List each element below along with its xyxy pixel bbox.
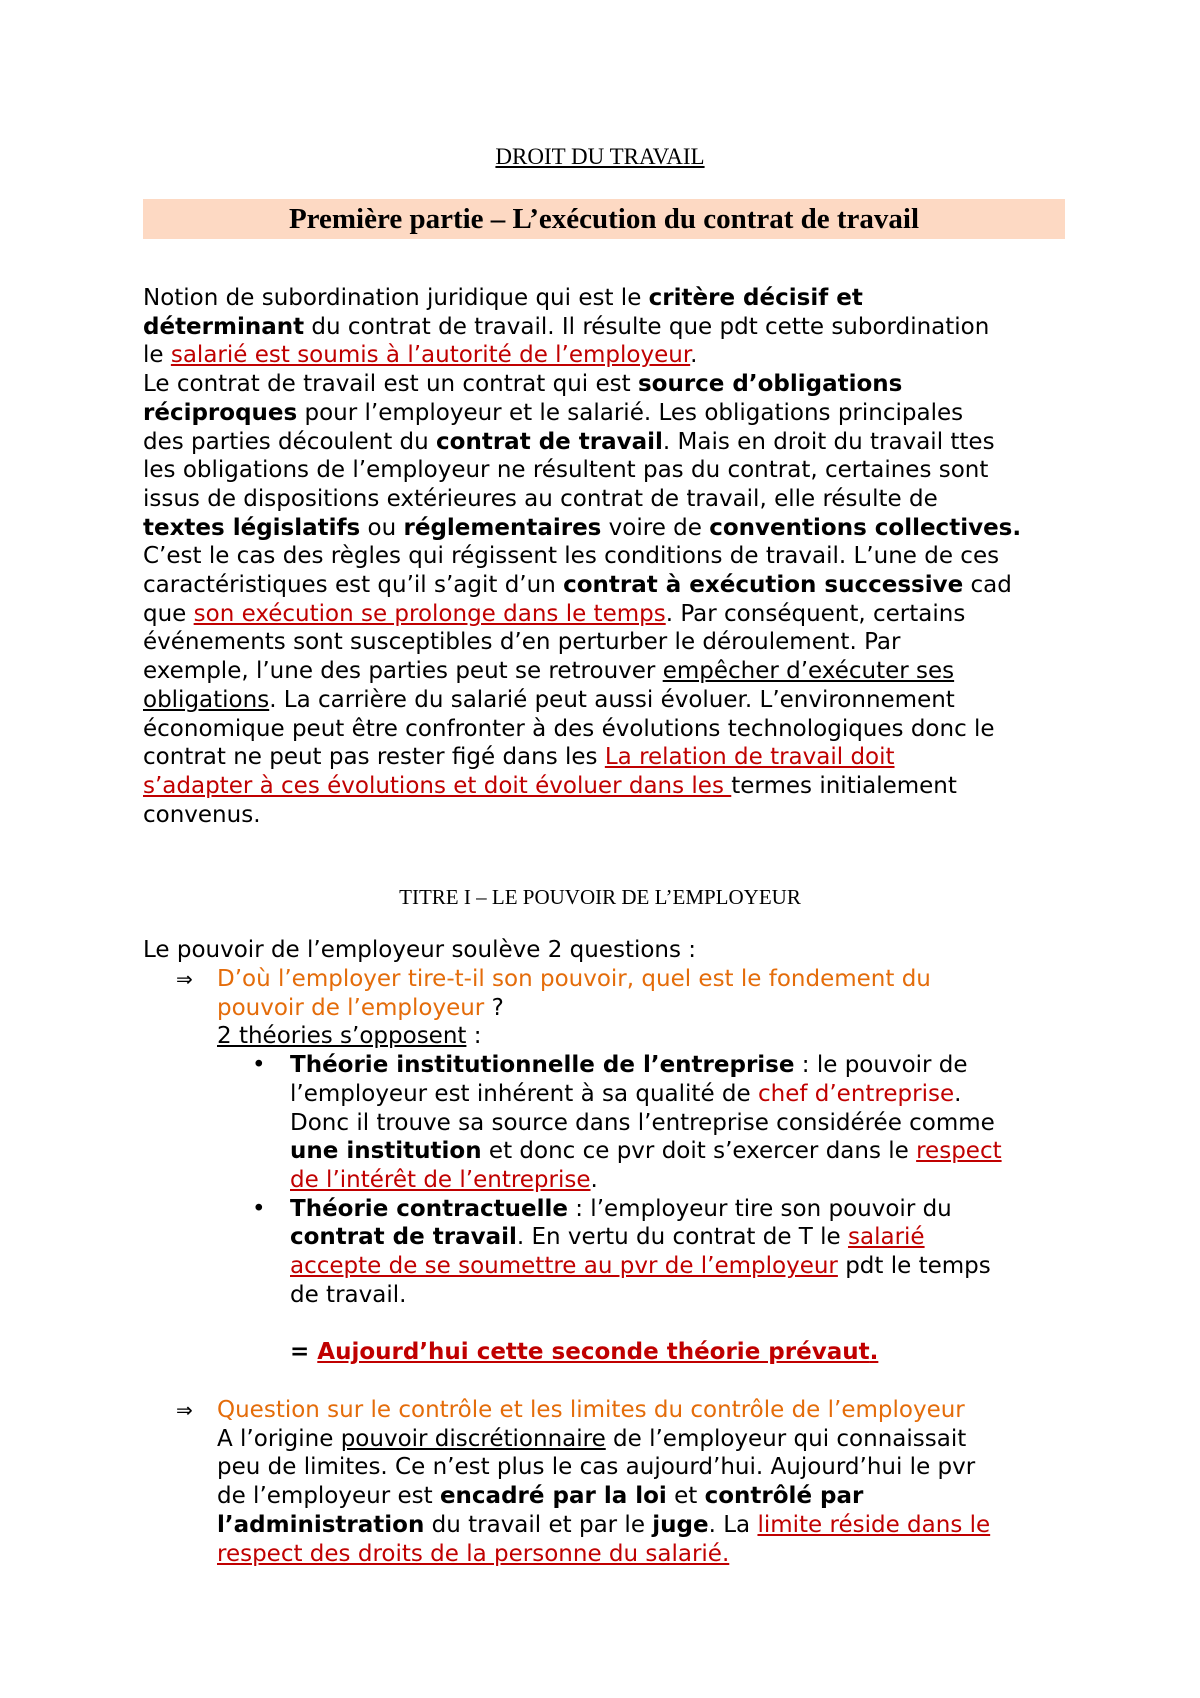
question-text: Question sur le contrôle et les limites du contrôle de l’employeur [217, 1397, 965, 1423]
bold-text: contrat de travail [290, 1224, 517, 1251]
bold-text: l’administration [217, 1511, 425, 1538]
text-line: convenus. [143, 801, 261, 828]
text-line: économique peut être confronter à des évolutions technologiques donc le [143, 715, 995, 742]
text-line: C’est le cas des règles qui régissent les conditions de travail. L’une de ces [143, 543, 1000, 570]
text: : [466, 1023, 482, 1050]
red-text: chef d’entreprise [757, 1080, 955, 1107]
bold-text: conventions collectives. [709, 514, 1022, 541]
bullet-theory-contractual [252, 1195, 1076, 1367]
bullet-icon: • [252, 1052, 266, 1079]
highlight-text: accepte de se soumettre au pvr de l’employeur [290, 1253, 838, 1280]
section-title: TITRE I – LE POUVOIR DE L’EMPLOYEUR [399, 885, 801, 909]
text: Le contrat de travail est un contrat qui est [143, 371, 638, 398]
conclusion-text: . [869, 1339, 879, 1366]
bold-text: contrôlé par [704, 1483, 864, 1510]
highlight-text: limite réside dans le [757, 1511, 991, 1538]
bold-text: source d’obligations [637, 371, 903, 398]
text: contrat ne peut pas rester figé dans les [143, 744, 605, 771]
text: ? [484, 994, 504, 1021]
text: voire de [601, 514, 710, 541]
underlined-text: pouvoir discrétionnaire [340, 1425, 606, 1452]
question-text: pouvoir de l’employeur [217, 994, 485, 1021]
highlight-text: La relation de travail doit [604, 744, 895, 771]
bold-text: réglementaires [403, 514, 602, 541]
arrow-icon: ⇒ [176, 967, 193, 991]
question-2 [176, 1396, 1076, 1568]
bold-text: textes législatifs [143, 514, 361, 541]
text: Notion de subordination juridique qui est le [143, 285, 649, 311]
text: des parties découlent du [143, 428, 437, 455]
bold-text: juge [652, 1511, 709, 1538]
text: et [666, 1483, 705, 1510]
text: termes initialement [731, 772, 957, 799]
bold-text: une institution [290, 1138, 482, 1165]
text: pdt le temps [837, 1253, 991, 1280]
question-text: D’où l’employer tire-t-il son pouvoir, quel est le fondement du [217, 966, 931, 992]
highlight-text: salarié [848, 1224, 925, 1251]
text: pour l’employeur et le salarié. Les obligations principales [297, 399, 964, 426]
section-intro: Le pouvoir de l’employeur soulève 2 questions : [143, 937, 697, 963]
underlined-text: obligations [143, 686, 270, 713]
text: . [690, 342, 698, 369]
highlight-text: son exécution se prolonge dans le temps [193, 600, 666, 627]
text: : le pouvoir de [794, 1052, 968, 1079]
text: . [590, 1166, 598, 1193]
text-line: peu de limites. Ce n’est plus le cas aujourd’hui. Aujourd’hui le pvr [217, 1454, 976, 1481]
underlined-text: 2 théories s’opposent [217, 1023, 467, 1050]
part-banner: Première partie – L’exécution du contrat de travail [143, 199, 1065, 239]
highlight-text: de l’intérêt de l’entreprise [290, 1166, 591, 1193]
bullet-theory-institutional [252, 1051, 1076, 1195]
bold-text: Théorie institutionnelle de l’entreprise [290, 1052, 795, 1079]
arrow-icon: ⇒ [176, 1398, 193, 1422]
text: A l’origine [217, 1425, 341, 1452]
bullet-icon: • [252, 1195, 266, 1222]
text: caractéristiques est qu’il s’agit d’un [143, 572, 564, 599]
bold-text: = [290, 1339, 318, 1366]
highlight-text: s’adapter à ces évolutions et doit évoluer dans les [143, 772, 732, 799]
highlight-text: respect des droits de la personne du salarié. [217, 1540, 730, 1567]
text-line: de travail. [290, 1281, 407, 1308]
highlight-text: salarié est soumis à l’autorité de l’employeur [170, 342, 691, 369]
text: le [143, 342, 171, 369]
text: cad [963, 572, 1012, 599]
text: et donc ce pvr doit s’exercer dans le [481, 1138, 917, 1165]
text: de l’employeur qui connaissait [605, 1425, 967, 1452]
question-1 [176, 965, 1076, 1367]
text-line: Donc il trouve sa source dans l’entreprise considérée comme [290, 1109, 995, 1136]
text: . La carrière du salarié peut aussi évoluer. L’environnement [269, 686, 955, 713]
bold-text: contrat de travail [436, 428, 663, 455]
text: exemple, l’une des parties peut se retrouver [143, 658, 663, 685]
bold-text: déterminant [143, 313, 305, 340]
text: : l’employeur tire son pouvoir du [567, 1195, 952, 1222]
highlight-text: respect [916, 1138, 1002, 1165]
bold-text: Théorie contractuelle [290, 1195, 568, 1222]
text: . Mais en droit du travail ttes [662, 428, 995, 455]
text: du contrat de travail. Il résulte que pdt cette subordination [304, 313, 990, 340]
bold-text: contrat à exécution successive [563, 572, 964, 599]
text: du travail et par le [424, 1511, 653, 1538]
text: que [143, 600, 194, 627]
bold-text: réciproques [143, 399, 298, 426]
text: . La [708, 1511, 758, 1538]
conclusion-text: Aujourd’hui cette seconde théorie prévaut [317, 1339, 870, 1366]
text: . [954, 1080, 962, 1107]
text: ou [360, 514, 404, 541]
bold-text: encadré par la loi [439, 1483, 667, 1510]
text-line: issus de dispositions extérieures au contrat de travail, elle résulte de [143, 485, 938, 512]
intro-paragraph [143, 284, 1063, 829]
underlined-text: empêcher d’exécuter ses [662, 658, 955, 685]
text-line: événements sont susceptibles d’en perturber le déroulement. Par [143, 629, 901, 656]
text: l’employeur est inhérent à sa qualité de [290, 1080, 758, 1107]
document-title: DROIT DU TRAVAIL [495, 144, 705, 169]
text-line: les obligations de l’employeur ne résultent pas du contrat, certaines sont [143, 457, 989, 484]
text: . Par conséquent, certains [665, 600, 966, 627]
text: . En vertu du contrat de T le [516, 1224, 849, 1251]
text: de l’employeur est [217, 1483, 440, 1510]
bold-text: critère décisif et [648, 285, 863, 311]
